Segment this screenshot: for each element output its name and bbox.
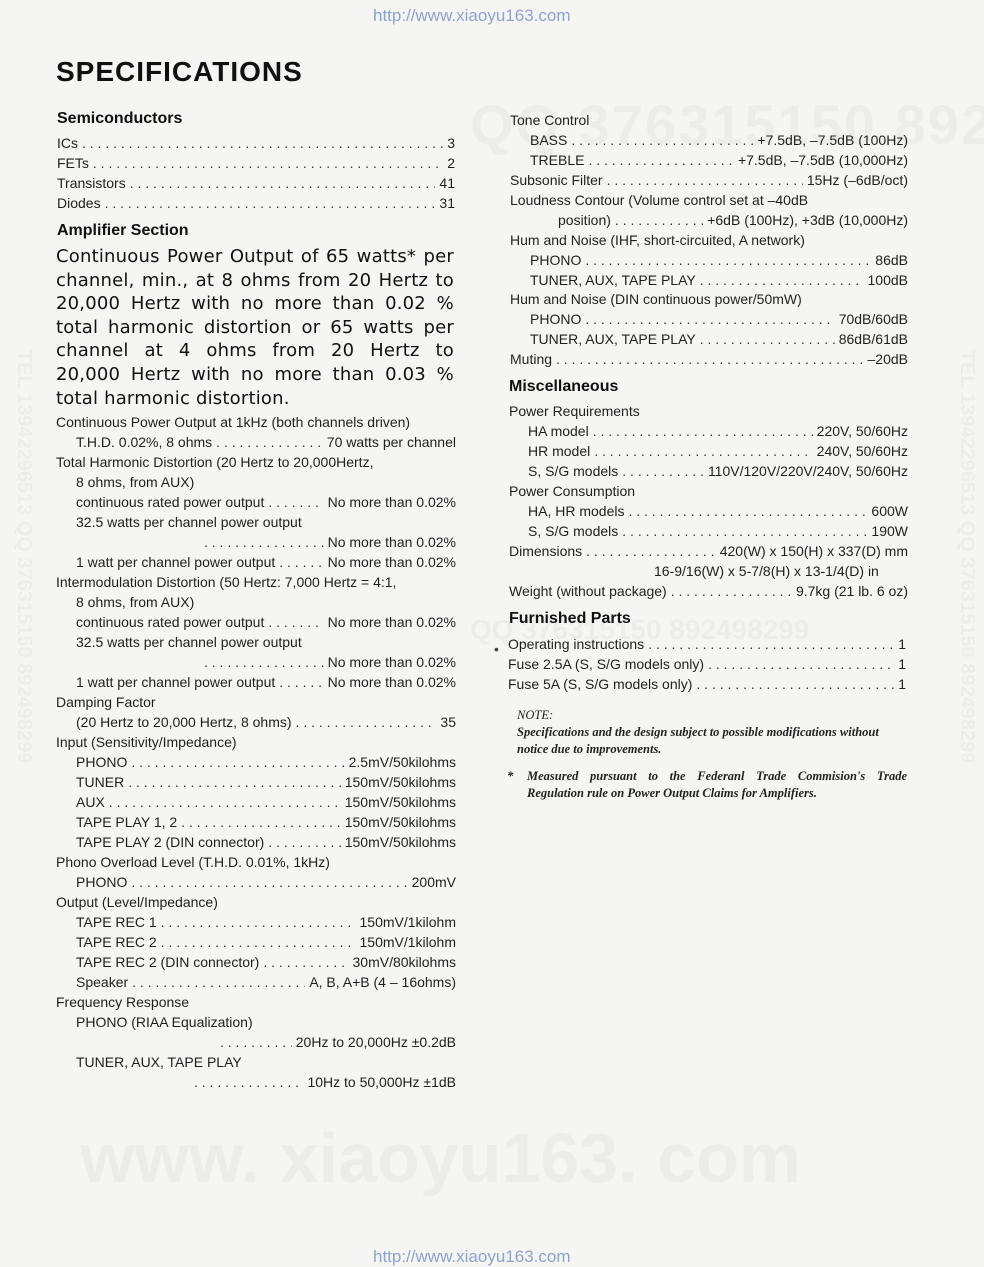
spec-label: Weight (without package) — [509, 583, 667, 599]
output-line: Output (Level/Impedance) — [56, 894, 218, 910]
spec-row-tape-rec-1 — [76, 913, 456, 931]
spec-label: TAPE REC 2 — [76, 934, 157, 950]
spec-value: 3 — [447, 135, 455, 151]
spec-label: TAPE REC 2 (DIN connector) — [76, 954, 260, 970]
loudness-line: Loudness Contour (Volume control set at –40dB — [510, 192, 809, 208]
spec-row-power-hr — [528, 442, 908, 460]
spec-label: PHONO — [76, 754, 128, 770]
semiconductors-heading: Semiconductors — [57, 110, 183, 127]
frequency-line: Frequency Response — [56, 994, 190, 1010]
thd-325-label: 32.5 watts per channel power output — [76, 514, 302, 530]
spec-label: Transistors — [57, 175, 126, 191]
spec-value: No more than 0.02% — [327, 494, 456, 510]
spec-value: 150mV/50kilohms — [344, 794, 456, 810]
spec-value: 70 watts per channel — [326, 434, 456, 450]
hum-din-line: Hum and Noise (DIN continuous power/50mW) — [510, 291, 802, 307]
spec-row-treble — [530, 151, 908, 169]
spec-value: No more than 0.02% — [327, 654, 456, 670]
spec-row-consumption-s — [528, 522, 908, 540]
spec-label: Subsonic Filter — [510, 172, 603, 188]
freq-phono-label: PHONO (RIAA Equalization) — [76, 1014, 253, 1030]
spec-label: Speaker — [76, 974, 129, 990]
spec-row-thd-rated — [76, 493, 456, 511]
spec-row-hum-ihf-tuner — [530, 271, 908, 289]
spec-row-imd-rated — [76, 613, 456, 631]
spec-value: 110V/120V/220V/240V, 50/60Hz — [707, 463, 908, 479]
spec-value: 200mV — [411, 874, 456, 890]
spec-label: TUNER, AUX, TAPE PLAY — [530, 331, 696, 347]
spec-row-input-tape-din — [76, 833, 456, 851]
miscellaneous-heading: Miscellaneous — [509, 378, 619, 395]
spec-row-fets — [57, 154, 455, 172]
imd-line-1: Intermodulation Distortion (50 Hertz: 7,000 Hertz = 4:1, — [56, 574, 397, 590]
thd-line-1: Total Harmonic Distortion (20 Hertz to 20,000Hertz, — [56, 454, 374, 470]
amplifier-heading: Amplifier Section — [57, 222, 189, 239]
spec-label: TAPE PLAY 2 (DIN connector) — [76, 834, 265, 850]
spec-value: No more than 0.02% — [327, 614, 456, 630]
spec-value: –20dB — [867, 351, 908, 367]
spec-label: position) — [558, 212, 611, 228]
freq-other-label: TUNER, AUX, TAPE PLAY — [76, 1054, 242, 1070]
spec-label: PHONO — [530, 252, 582, 268]
spec-value: 1 — [898, 676, 906, 692]
spec-label: Fuse 5A (S, S/G models only) — [508, 676, 693, 692]
note-text: Specifications and the design subject to possible modifications without notice due to improvements. — [517, 725, 879, 756]
spec-row-hum-din-phono — [530, 310, 908, 328]
bullet-mark: • — [494, 641, 499, 657]
spec-label: Operating instructions — [508, 636, 645, 652]
spec-value: 1 — [898, 636, 906, 652]
cpo-1k-line: Continuous Power Output at 1kHz (both channels driven) — [56, 414, 411, 430]
spec-row-input-aux — [76, 793, 456, 811]
spec-row-dimensions — [509, 542, 908, 560]
spec-value: 150mV/1kilohm — [359, 914, 456, 930]
watermark-side-left — [12, 350, 35, 763]
spec-label: continuous rated power output — [76, 614, 265, 630]
phono-overload-line: Phono Overload Level (T.H.D. 0.01%, 1kHz) — [56, 854, 330, 870]
spec-row-power-s — [528, 462, 908, 480]
spec-label: HA, HR models — [528, 503, 625, 519]
power-output-statement: Continuous Power Output of 65 watts* per channel, min., at 8 ohms from 20 Hertz to 20,000 Hertz with no more than 0.02 % total harmonic distortion or 65 watts per channel at 4 ohms from 20 Hertz to 20,000 Hertz with no more than 0.03 % total harmonic distortion. — [56, 246, 454, 409]
power-requirements-line: Power Requirements — [509, 403, 640, 419]
spec-row-tape-rec-din — [76, 953, 456, 971]
spec-value: +7.5dB, –7.5dB (100Hz) — [757, 132, 908, 148]
spec-value: 2.5mV/50kilohms — [348, 754, 456, 770]
spec-row-phono-overload — [76, 873, 456, 891]
spec-value: No more than 0.02% — [327, 534, 456, 550]
watermark-site — [80, 1118, 801, 1198]
spec-value: +6dB (100Hz), +3dB (10,000Hz) — [707, 212, 908, 228]
spec-value: 86dB — [875, 252, 908, 268]
spec-label: (20 Hertz to 20,000 Hertz, 8 ohms) — [76, 714, 292, 730]
spec-label: T.H.D. 0.02%, 8 ohms — [76, 434, 213, 450]
spec-label: AUX — [76, 794, 105, 810]
damping-line: Damping Factor — [56, 694, 156, 710]
spec-row-freq-other — [190, 1073, 456, 1091]
spec-row-cpo-thd — [76, 433, 456, 451]
spec-row-loudness — [558, 211, 908, 229]
spec-value: 420(W) x 150(H) x 337(D) mm — [719, 543, 908, 559]
thd-line-2: 8 ohms, from AUX) — [76, 474, 195, 490]
spec-row-thd-1w — [76, 553, 456, 571]
spec-value: 35 — [440, 714, 456, 730]
spec-row-imd-325 — [200, 653, 456, 671]
spec-row-operating-instructions — [508, 635, 906, 653]
note-heading: NOTE: — [517, 708, 554, 722]
spec-label: PHONO — [76, 874, 128, 890]
spec-row-hum-ihf-phono — [530, 251, 908, 269]
footnote-star: * — [507, 769, 514, 783]
spec-value: 220V, 50/60Hz — [816, 423, 908, 439]
spec-row-fuse-5a — [508, 675, 906, 693]
spec-row-damping — [76, 713, 456, 731]
spec-row-subsonic — [510, 171, 908, 189]
spec-value: 41 — [439, 175, 455, 191]
spec-label: TREBLE — [530, 152, 585, 168]
source-url-bottom[interactable]: http://www.xiaoyu163.com — [373, 1247, 571, 1266]
spec-label: continuous rated power output — [76, 494, 265, 510]
spec-label: FETs — [57, 155, 89, 171]
spec-label: 1 watt per channel power output — [76, 554, 276, 570]
spec-label: S, S/G models — [528, 523, 619, 539]
spec-row-ics — [57, 134, 455, 152]
spec-label: HR model — [528, 443, 591, 459]
spec-label: Fuse 2.5A (S, S/G models only) — [508, 656, 705, 672]
power-consumption-line: Power Consumption — [509, 483, 636, 499]
spec-row-input-tuner — [76, 773, 456, 791]
page-title: SPECIFICATIONS — [56, 56, 303, 87]
spec-row-fuse-2-5a — [508, 655, 906, 673]
spec-value: 150mV/50kilohms — [344, 774, 456, 790]
spec-label: S, S/G models — [528, 463, 619, 479]
spec-row-power-ha — [528, 422, 908, 440]
hum-ihf-line: Hum and Noise (IHF, short-circuited, A network) — [510, 232, 805, 248]
spec-value: No more than 0.02% — [327, 554, 456, 570]
spec-value: 70dB/60dB — [838, 311, 908, 327]
spec-label: ICs — [57, 135, 78, 151]
spec-row-weight — [509, 582, 908, 600]
spec-row-hum-din-tuner — [530, 330, 908, 348]
spec-value: A, B, A+B (4 – 16ohms) — [309, 974, 456, 990]
spec-value: 600W — [871, 503, 908, 519]
spec-label: TAPE PLAY 1, 2 — [76, 814, 178, 830]
spec-value: 190W — [871, 523, 908, 539]
spec-value: 15Hz (–6dB/oct) — [806, 172, 908, 188]
spec-row-freq-phono — [216, 1033, 456, 1051]
spec-value: 150mV/50kilohms — [344, 814, 456, 830]
spec-value: +7.5dB, –7.5dB (10,000Hz) — [737, 152, 908, 168]
spec-row-transistors — [57, 174, 455, 192]
spec-row-consumption-ha-hr — [528, 502, 908, 520]
spec-label: PHONO — [530, 311, 582, 327]
dimensions-inches: 16-9/16(W) x 5-7/8(H) x 13-1/4(D) in — [654, 563, 879, 579]
spec-row-input-tape-play — [76, 813, 456, 831]
spec-value: 240V, 50/60Hz — [816, 443, 908, 459]
spec-value: 30mV/80kilohms — [352, 954, 456, 970]
spec-value: 31 — [439, 195, 455, 211]
spec-row-muting — [510, 350, 908, 368]
spec-value: 100dB — [867, 272, 908, 288]
spec-row-thd-325 — [200, 533, 456, 551]
spec-value: 150mV/1kilohm — [359, 934, 456, 950]
spec-row-input-phono — [76, 753, 456, 771]
spec-value: 150mV/50kilohms — [344, 834, 456, 850]
spec-label: 1 watt per channel power output — [76, 674, 276, 690]
spec-label: Muting — [510, 351, 553, 367]
spec-value: 9.7kg (21 lb. 6 oz) — [795, 583, 908, 599]
spec-row-diodes — [57, 194, 455, 212]
spec-row-bass — [530, 131, 908, 149]
input-line: Input (Sensitivity/Impedance) — [56, 734, 237, 750]
spec-row-tape-rec-2 — [76, 933, 456, 951]
source-url-top[interactable]: http://www.xiaoyu163.com — [373, 6, 571, 25]
imd-line-2: 8 ohms, from AUX) — [76, 594, 195, 610]
imd-325-label: 32.5 watts per channel power output — [76, 634, 302, 650]
spec-value: 10Hz to 50,000Hz ±1dB — [307, 1074, 456, 1090]
tone-control-line: Tone Control — [510, 112, 590, 128]
spec-value: 1 — [898, 656, 906, 672]
spec-label: TUNER, AUX, TAPE PLAY — [530, 272, 696, 288]
footnote-text: Measured pursuant to the Federanl Trade Commision's Trade Regulation rule on Power Output Claims for Amplifiers. — [527, 769, 907, 800]
spec-label: TAPE REC 1 — [76, 914, 157, 930]
spec-label: BASS — [530, 132, 568, 148]
spec-value: 20Hz to 20,000Hz ±0.2dB — [295, 1034, 456, 1050]
spec-label: TUNER — [76, 774, 125, 790]
spec-row-imd-1w — [76, 673, 456, 691]
spec-row-speaker — [76, 973, 456, 991]
spec-label: Diodes — [57, 195, 101, 211]
spec-label: Dimensions — [509, 543, 583, 559]
spec-value: 2 — [447, 155, 455, 171]
watermark-side-right — [955, 350, 978, 763]
spec-value: 86dB/61dB — [838, 331, 908, 347]
furnished-parts-heading: Furnished Parts — [509, 610, 631, 627]
spec-value: No more than 0.02% — [327, 674, 456, 690]
spec-label: HA model — [528, 423, 589, 439]
